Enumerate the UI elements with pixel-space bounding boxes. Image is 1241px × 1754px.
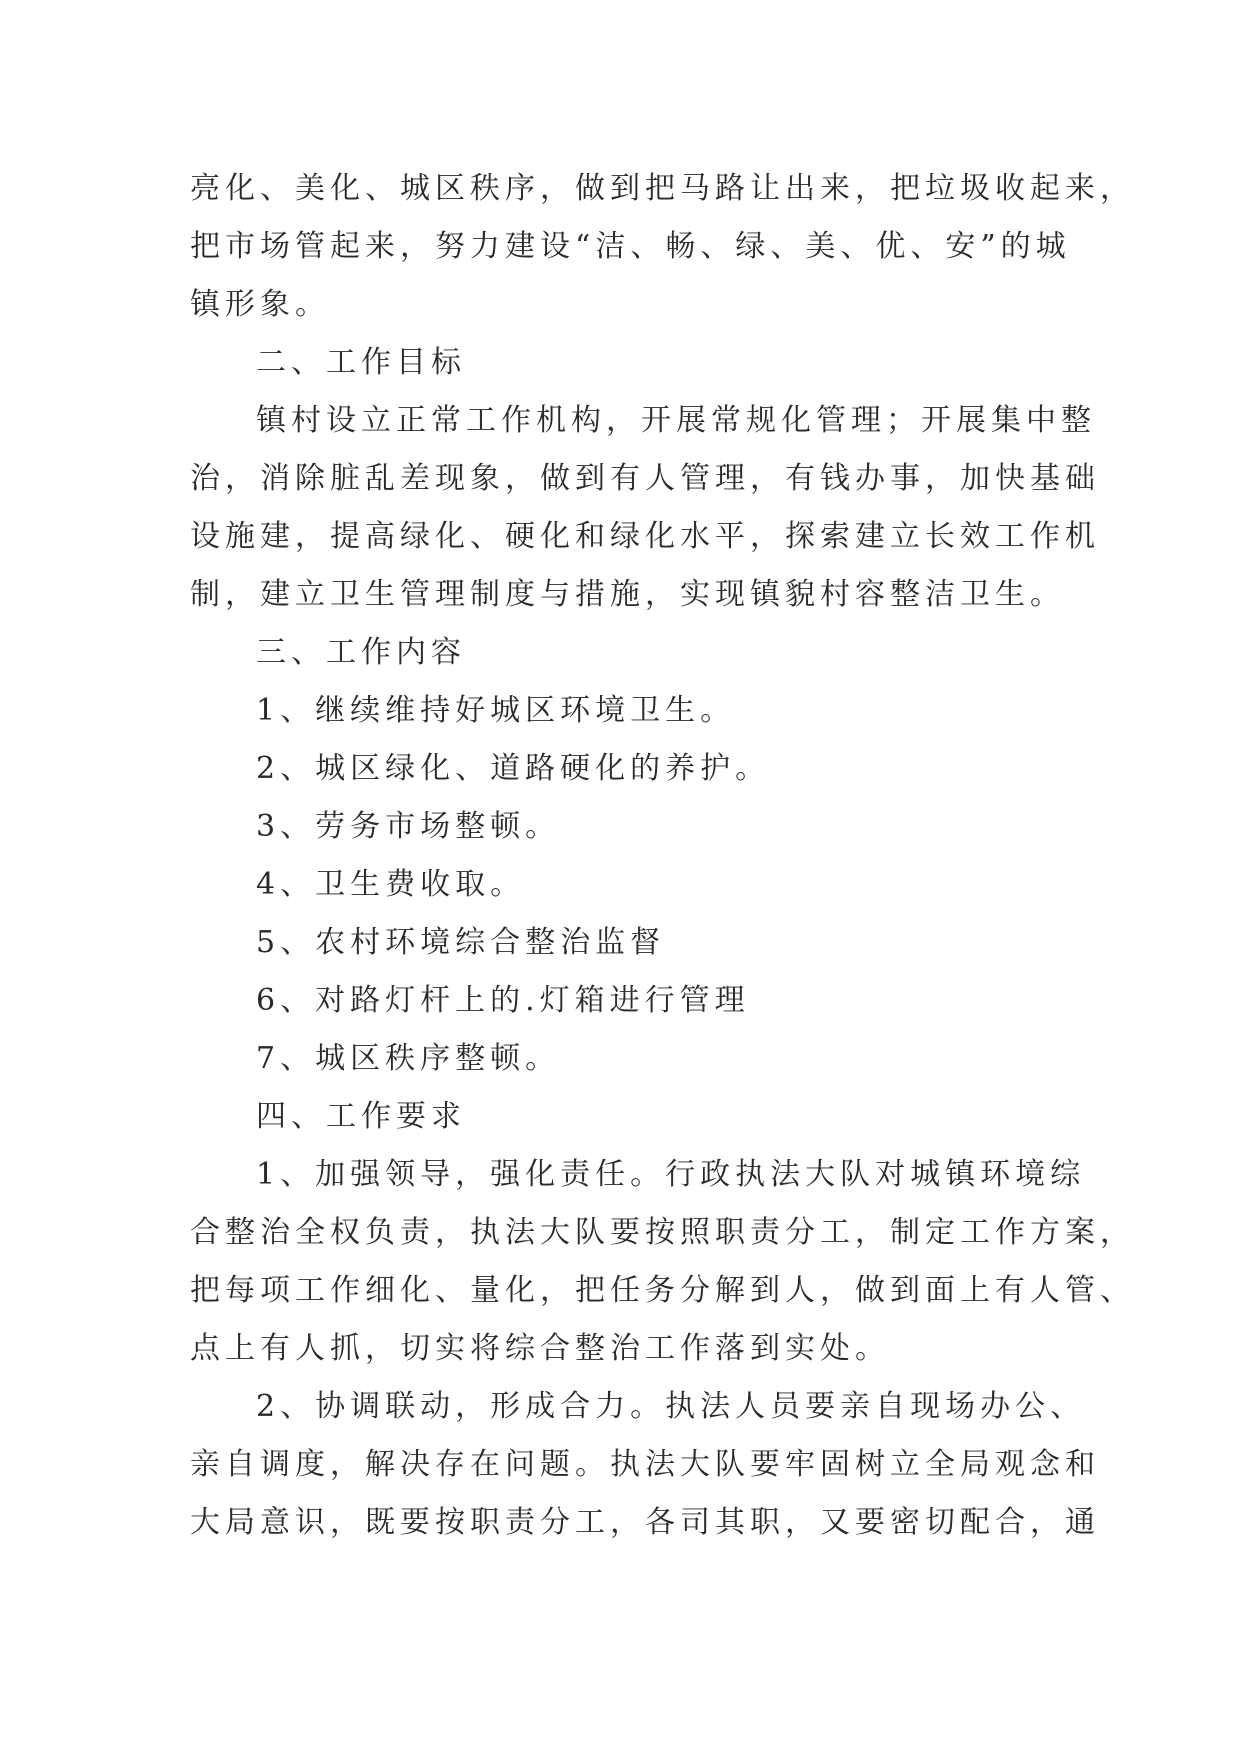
document-body [190,160,1135,1552]
text-line: 2、协调联动，形成合力。执法人员要亲自现场办公、 [256,1389,1086,1424]
text-line: 1、加强领导，强化责任。行政执法大队对城镇环境综 [256,1157,1086,1192]
list-item: 1、继续维持好城区环境卫生。 [256,693,736,728]
text-line: 设施建，提高绿化、硬化和绿化水平，探索建立长效工作机 [190,519,1100,554]
text-line: 制，建立卫生管理制度与措施，实现镇貌村容整洁卫生。 [190,577,1065,612]
text-line: 治，消除脏乱差现象，做到有人管理，有钱办事，加快基础 [190,461,1100,496]
section-heading: 三、工作内容 [256,635,466,670]
list-item: 4、卫生费收取。 [256,867,526,902]
text-line: 大局意识，既要按职责分工，各司其职，又要密切配合，通 [190,1505,1100,1540]
list-item: 5、农村环境综合整治监督 [256,925,666,960]
text-line: 亲自调度，解决存在问题。执法大队要牢固树立全局观念和 [190,1447,1100,1482]
text-line: 合整治全权负责，执法大队要按照职责分工，制定工作方案， [190,1215,1135,1250]
section-heading: 四、工作要求 [256,1099,466,1134]
text-line: 镇村设立正常工作机构，开展常规化管理；开展集中整 [256,403,1096,438]
list-item: 6、对路灯杆上的.灯箱进行管理 [256,983,750,1018]
section-heading: 二、工作目标 [256,345,466,380]
list-item: 2、城区绿化、道路硬化的养护。 [256,751,771,786]
text-line: 把市场管起来，努力建设“洁、畅、绿、美、优、安”的城 [190,229,1071,264]
list-item: 3、劳务市场整顿。 [256,809,561,844]
text-line: 把每项工作细化、量化，把任务分解到人，做到面上有人管、 [190,1273,1135,1308]
text-line: 镇形象。 [190,287,330,322]
text-line: 点上有人抓，切实将综合整治工作落到实处。 [190,1331,890,1366]
text-line: 亮化、美化、城区秩序，做到把马路让出来，把垃圾收起来， [190,171,1135,206]
list-item: 7、城区秩序整顿。 [256,1041,561,1076]
